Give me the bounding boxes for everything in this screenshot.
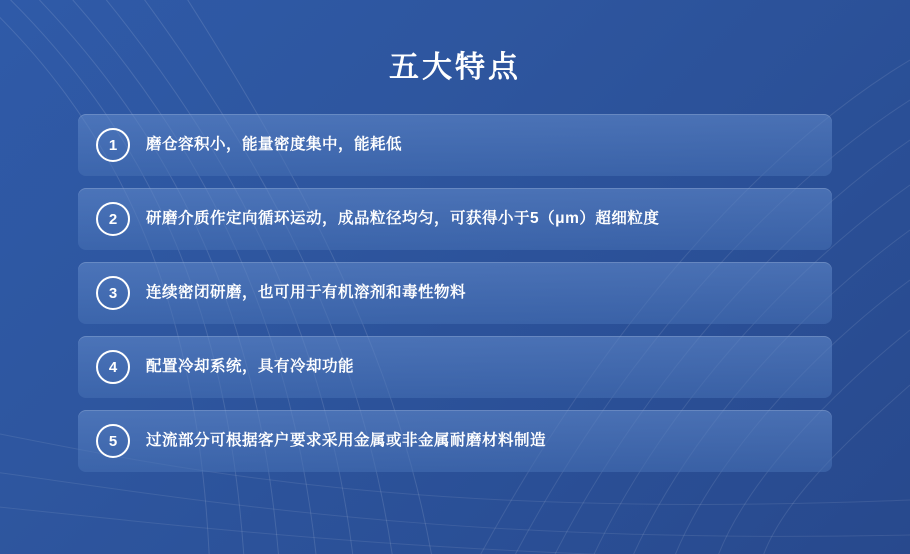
page-title: 五大特点 xyxy=(389,51,521,84)
item-text: 配置冷却系统，具有冷却功能 xyxy=(146,357,355,375)
item-number-badge: 5 xyxy=(96,424,130,458)
list-item[interactable] xyxy=(78,410,832,472)
item-text: 过流部分可根据客户要求采用金属或非金属耐磨材料制造 xyxy=(146,431,547,449)
item-number-badge: 4 xyxy=(96,350,130,384)
item-text: 连续密闭研磨，也可用于有机溶剂和毒性物料 xyxy=(146,283,467,301)
list-item[interactable] xyxy=(78,114,832,176)
item-number-badge: 1 xyxy=(96,128,130,162)
list-item[interactable] xyxy=(78,188,832,250)
item-number-badge: 3 xyxy=(96,276,130,310)
list-item[interactable] xyxy=(78,262,832,324)
item-text: 研磨介质作定向循环运动，成品粒径均匀，可获得小于5（μm）超细粒度 xyxy=(146,209,660,227)
item-number-badge: 2 xyxy=(96,202,130,236)
list-item[interactable] xyxy=(78,336,832,398)
item-text: 磨仓容积小，能量密度集中，能耗低 xyxy=(146,135,403,153)
feature-list xyxy=(78,114,832,472)
